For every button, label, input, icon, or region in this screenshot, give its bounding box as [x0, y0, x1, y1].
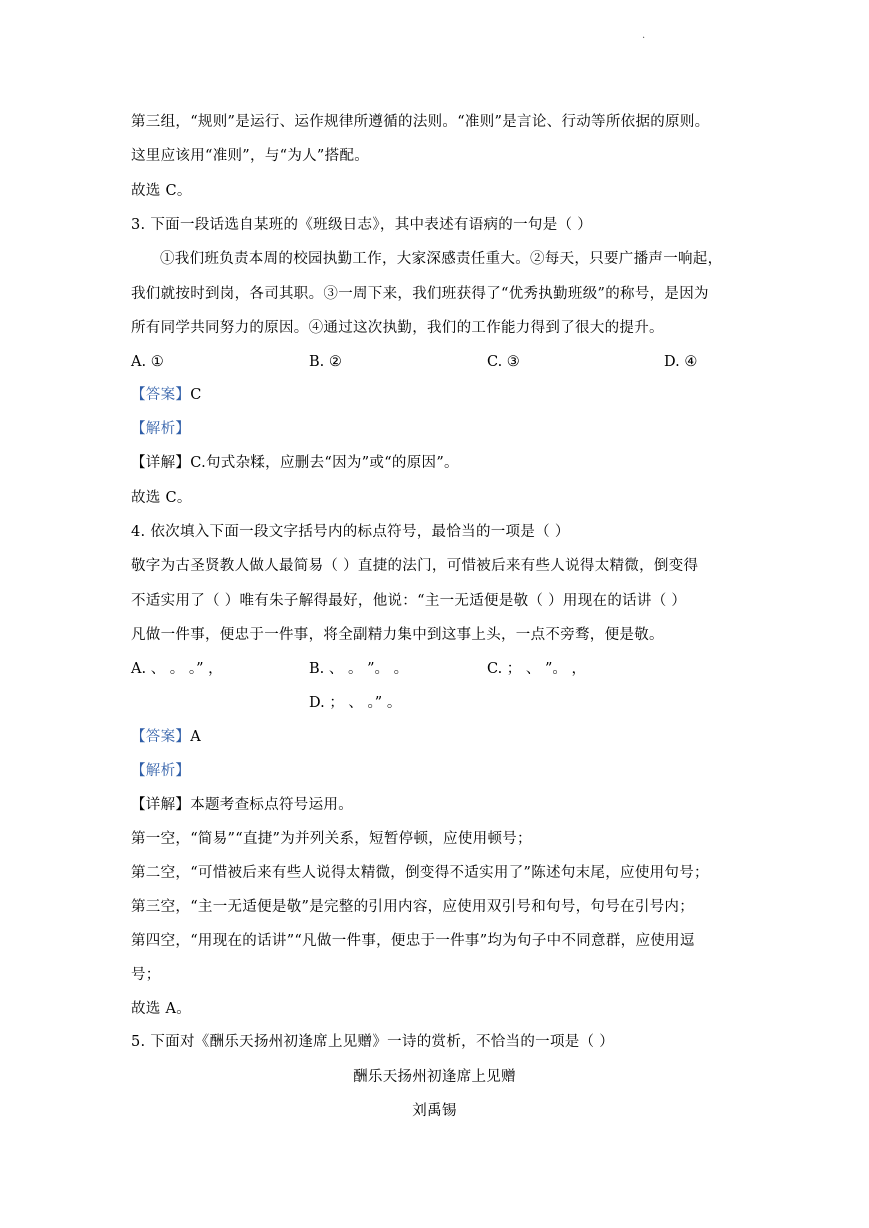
question-3-option-d: D. ④ [664, 354, 698, 370]
question-3-detail: 【详解】C.句式杂糅，应删去“因为”或“的原因”。 [131, 455, 459, 471]
question-3-analysis-tag: 【解析】 [131, 421, 191, 437]
question-3-passage-line: 所有同学共同努力的原因。④通过这次执勤，我们的工作能力得到了很大的提升。 [131, 320, 664, 336]
question-3-stem: 3. 下面一段话选自某班的《班级日志》，其中表述有语病的一句是（ ） [131, 217, 592, 233]
header-mark: . [642, 30, 646, 41]
question-4-explanation: 第三空，“主一无适便是敬”是完整的引用内容，应使用双引号和句号，句号在引号内； [131, 899, 695, 915]
answer-tag: 【答案】 [131, 729, 191, 745]
question-4-detail: 【详解】本题考查标点符号运用。 [131, 797, 353, 813]
question-4-explanation: 第四空，“用现在的话讲”“凡做一件事，便忠于一件事”均为句子中不同意群，应使用逗 [131, 933, 695, 949]
question-3-option-c: C. ③ [487, 354, 520, 370]
text-line: 故选 C。 [131, 183, 192, 199]
text-line: 这里应该用“准则”，与“为人”搭配。 [131, 148, 370, 164]
question-4-passage-line: 不适实用了（ ）唯有朱子解得最好，他说：“主一无适便是敬（ ）用现在的话讲（ ） [131, 593, 687, 609]
answer-tag: 【答案】 [131, 387, 191, 403]
question-3-conclusion: 故选 C。 [131, 490, 192, 506]
question-4-explanation: 号； [131, 967, 161, 983]
question-4-explanation: 第一空，“简易”“直捷”为并列关系，短暂停顿，应使用顿号； [131, 831, 532, 847]
question-4-option-b: B. 、 。 ”。 。 [309, 661, 409, 677]
question-4-explanation: 第二空，“可惜被后来有些人说得太精微，倒变得不适实用了”陈述句末尾，应使用句号； [131, 865, 709, 881]
question-4-stem: 4. 依次填入下面一段文字括号内的标点符号，最恰当的一项是（ ） [131, 524, 570, 540]
question-3-option-a: A. ① [131, 354, 164, 370]
question-3-passage-line: ①我们班负责本周的校园执勤工作，大家深感责任重大。②每天，只要广播声一响起， [160, 251, 723, 267]
question-4-option-c: C. ； 、 ”。 ， [487, 661, 587, 677]
question-5-stem: 5. 下面对《酬乐天扬州初逢席上见赠》一诗的赏析，不恰当的一项是（ ） [131, 1034, 615, 1050]
question-4-option-d: D. ； 、 。” 。 [309, 695, 402, 711]
question-3-passage-line: 我们就按时到岗，各司其职。③一周下来，我们班获得了“优秀执勤班级”的称号，是因为 [131, 286, 709, 302]
question-4-passage-line: 敬字为古圣贤教人做人最简易（ ）直捷的法门，可惜被后来有些人说得太精微，倒变得 [131, 558, 699, 574]
question-3-option-b: B. ② [309, 354, 342, 370]
question-4-analysis-tag: 【解析】 [131, 763, 191, 779]
question-4-option-a: A. 、 。 。” ， [131, 661, 223, 677]
question-4-passage-line: 凡做一件事，便忠于一件事，将全副精力集中到这事上头，一点不旁骛，便是敬。 [131, 627, 664, 643]
poem-title: 酬乐天扬州初逢席上见赠 [353, 1069, 516, 1085]
question-3-answer [131, 385, 202, 405]
poem-author: 刘禹锡 [412, 1103, 457, 1119]
question-4-answer [131, 727, 201, 747]
answer-value: A [190, 729, 201, 745]
answer-value: C [190, 387, 202, 403]
text-line: 第三组，“规则”是运行、运作规律所遵循的法则。“准则”是言论、行动等所依据的原则。 [131, 114, 710, 130]
question-4-conclusion: 故选 A。 [131, 1001, 192, 1017]
